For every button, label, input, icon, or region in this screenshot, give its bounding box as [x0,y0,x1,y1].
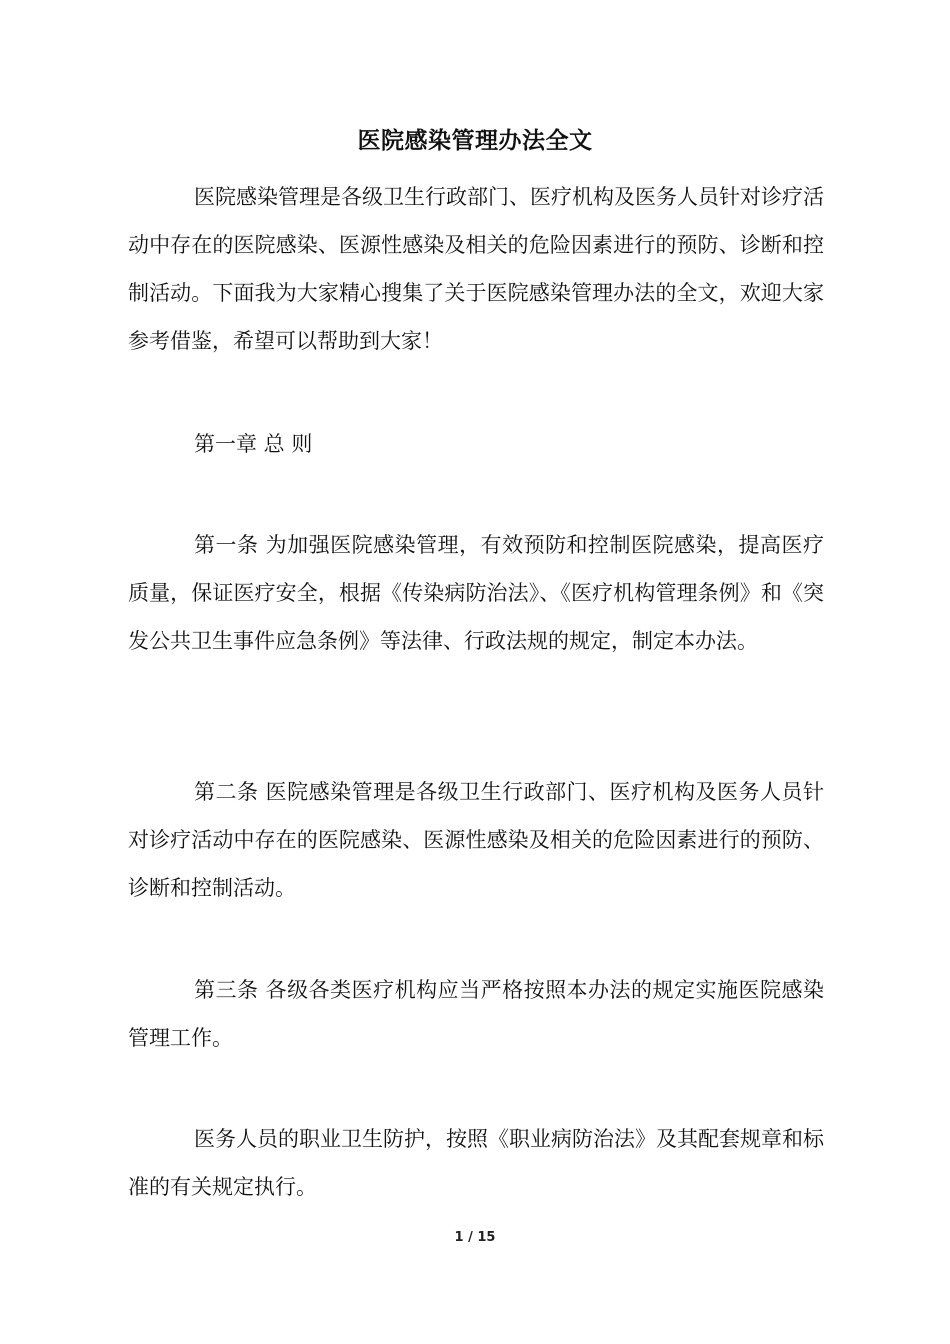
article-3-paragraph: 第三条 各级各类医疗机构应当严格按照本办法的规定实施医院感染管理工作。 [128,978,824,1050]
article-1-paragraph: 第一条 为加强医院感染管理，有效预防和控制医院感染，提高医疗质量，保证医疗安全，根据《传染病防治法》、《医疗机构管理条例》和《突发公共卫生事件应急条例》等法律、行政法规的规定，制定本办法。 [128,533,824,653]
page-number: 1 / 15 [454,1230,496,1245]
document-title: 医院感染管理办法全文 [357,128,593,154]
article-2-paragraph: 第二条 医院感染管理是各级卫生行政部门、医疗机构及医务人员针对诊疗活动中存在的医院感染、医源性感染及相关的危险因素进行的预防、诊断和控制活动。 [128,780,824,900]
occupational-protection-paragraph: 医务人员的职业卫生防护，按照《职业病防治法》及其配套规章和标准的有关规定执行。 [128,1127,824,1199]
intro-paragraph: 医院感染管理是各级卫生行政部门、医疗机构及医务人员针对诊疗活动中存在的医院感染、医源性感染及相关的危险因素进行的预防、诊断和控制活动。下面我为大家精心搜集了关于医院感染管理办法的全文，欢迎大家参考借鉴，希望可以帮助到大家！ [128,185,824,353]
chapter-heading: 第一章 总 则 [194,432,313,456]
